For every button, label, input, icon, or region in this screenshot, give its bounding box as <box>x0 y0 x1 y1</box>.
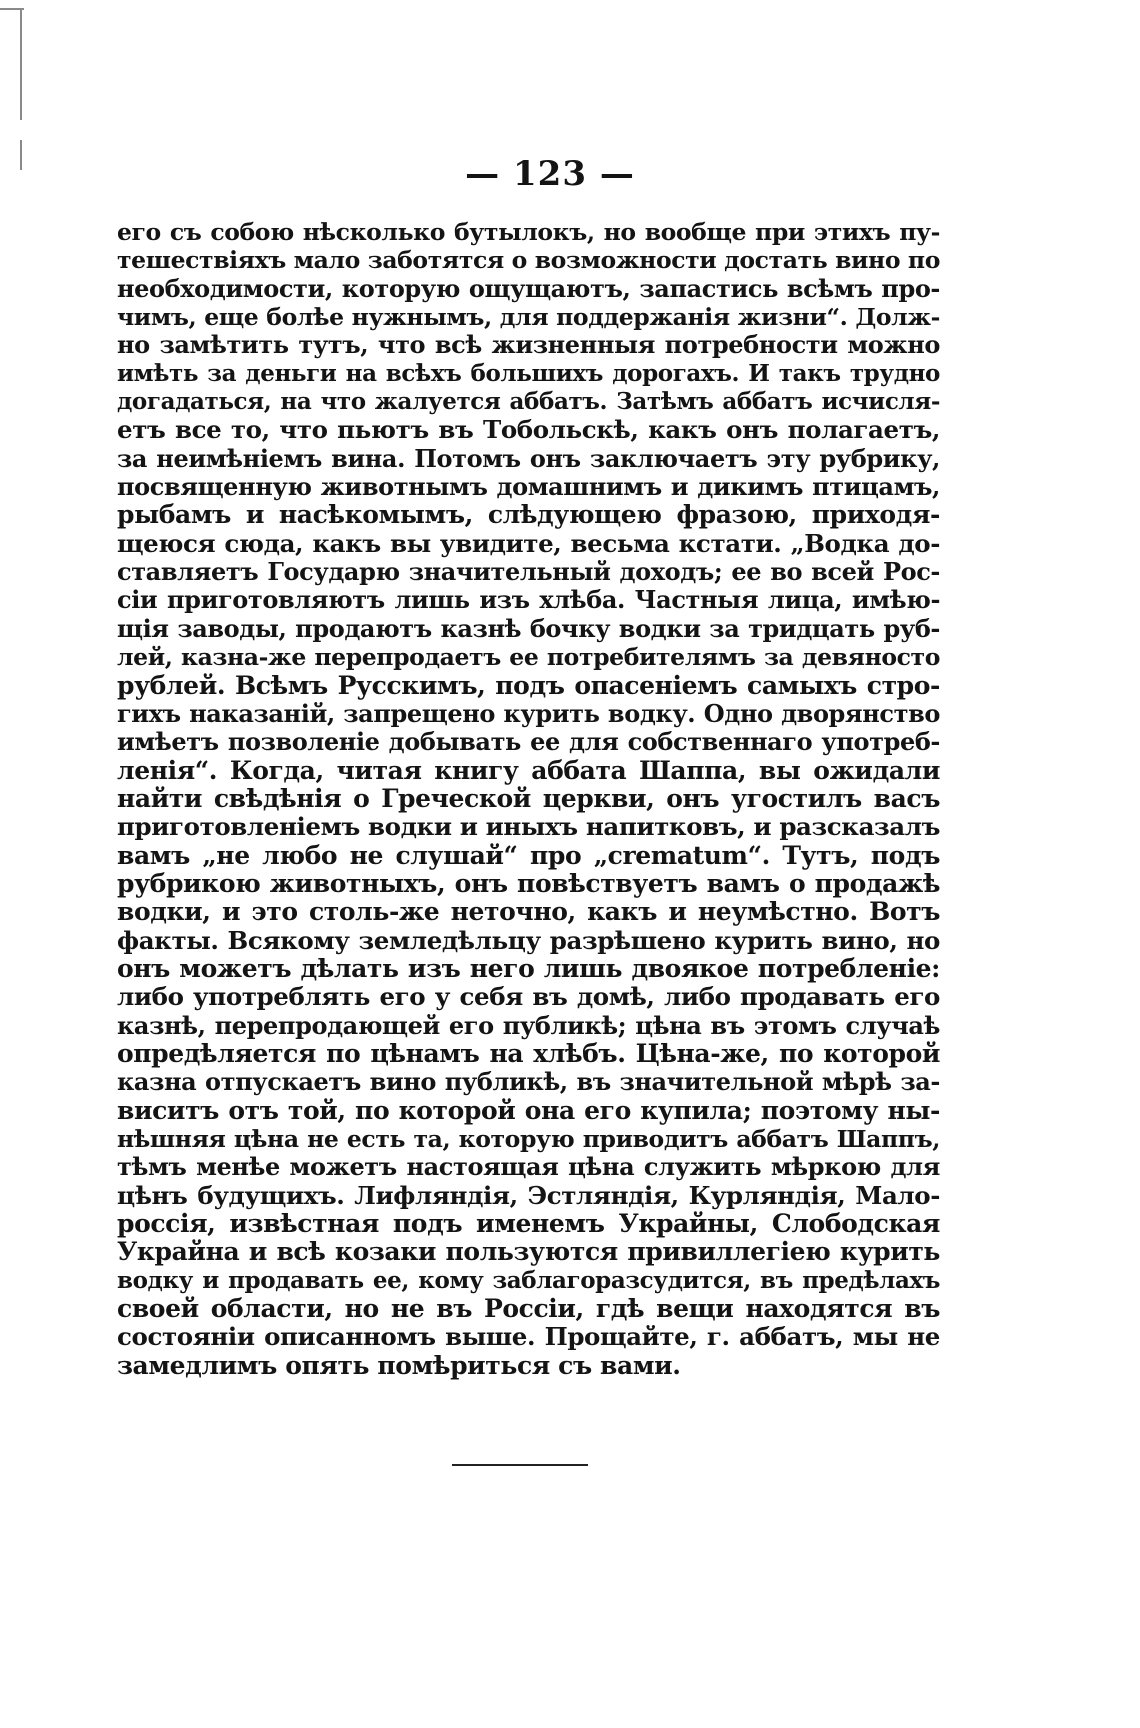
text-line: ленія“. Когда, читая книгу аббата Шаппа, вы ожидали <box>117 755 940 785</box>
text-line: приготовленіемъ водки и иныхъ напитковъ, и разсказалъ <box>117 812 941 842</box>
text-line: сіи приготовляютъ лишь изъ хлѣба. Частныя лица, имѣю- <box>117 585 940 615</box>
text-line: вамъ „не любо не слушай“ про „crematum“. Тутъ, подъ <box>117 840 940 870</box>
text-line: лей, казна-же перепродаетъ ее потребителямъ за девяносто <box>117 643 940 672</box>
text-line: но замѣтить тутъ, что всѣ жизненныя потребности можно <box>117 330 940 360</box>
text-line: онъ можетъ дѣлать изъ него лишь двоякое потребленіе: <box>117 953 940 983</box>
text-line: цѣнъ будущихъ. Лифляндія, Эстляндія, Курляндія, Мало- <box>117 1180 940 1210</box>
text-line: посвященную животнымъ домашнимъ и дикимъ птицамъ, <box>117 472 940 502</box>
text-line: его съ собою нѣсколько бутылокъ, но вообще при этихъ пу- <box>117 218 940 246</box>
text-line: россія, извѣстная подъ именемъ Украйны, Слободская <box>117 1209 940 1239</box>
text-line: замедлимъ опять помѣриться съ вами. <box>117 1350 681 1380</box>
text-line: опредѣляется по цѣнамъ на хлѣбъ. Цѣна-же, по которой <box>117 1038 940 1068</box>
scan-edge-mark <box>20 8 22 120</box>
text-line: факты. Всякому земледѣльцу разрѣшено курить вино, но <box>117 925 940 955</box>
text-line: необходимости, которую ощущаютъ, запастись всѣмъ про- <box>117 273 940 303</box>
text-line: рыбамъ и насѣкомымъ, слѣдующею фразою, приходя- <box>117 500 940 530</box>
text-line: тѣмъ менѣе можетъ настоящая цѣна служить мѣркою для <box>117 1152 940 1182</box>
text-line: водки, и это столь-же неточно, какъ и неумѣстно. Вотъ <box>117 897 940 927</box>
text-line: рублей. Всѣмъ Русскимъ, подъ опасеніемъ самыхъ стро- <box>117 670 940 700</box>
text-line: ставляетъ Государю значительный доходъ; ее во всей Рос- <box>117 557 940 587</box>
text-line: гихъ наказаній, запрещено курить водку. Одно дворянство <box>117 698 940 728</box>
body-text <box>117 218 940 1380</box>
text-line: казна отпускаетъ вино публикѣ, въ значительной мѣрѣ за- <box>117 1067 940 1097</box>
text-line: найти свѣдѣнія о Греческой церкви, онъ угостилъ васъ <box>117 783 940 813</box>
text-line: казнѣ, перепродающей его публикѣ; цѣна въ этомъ случаѣ <box>117 1010 940 1040</box>
text-line: щеюся сюда, какъ вы увидите, весьма кстати. „Водка до- <box>117 528 940 558</box>
page-number: — 123 — <box>465 154 635 194</box>
text-line: щія заводы, продаютъ казнѣ бочку водки за тридцать руб- <box>117 613 940 643</box>
text-line: состояніи описанномъ выше. Прощайте, г. аббатъ, мы не <box>117 1322 940 1352</box>
text-line: тешествіяхъ мало заботятся о возможности достать вино по <box>117 246 940 275</box>
text-line: етъ все то, что пьютъ въ Тобольскѣ, какъ онъ полагаетъ, <box>117 415 940 445</box>
text-line: виситъ отъ той, по которой она его купила; поэтому ны- <box>117 1095 940 1125</box>
text-line: нѣшняя цѣна не есть та, которую приводитъ аббатъ Шаппъ, <box>117 1125 940 1153</box>
text-line: чимъ, еще болѣе нужнымъ, для поддержанія жизни“. Долж- <box>117 303 940 332</box>
text-line: имѣть за деньги на всѣхъ большихъ дорогахъ. И такъ трудно <box>117 359 940 387</box>
text-line: либо употреблять его у себя въ домѣ, либо продавать его <box>117 982 940 1012</box>
text-line: за неимѣніемъ вина. Потомъ онъ заключаетъ эту рубрику, <box>117 443 940 473</box>
text-line: водку и продавать ее, кому заблагоразсудится, въ предѣлахъ <box>117 1266 940 1294</box>
text-line: догадаться, на что жалуется аббатъ. Затѣмъ аббатъ исчисля- <box>117 388 940 416</box>
text-line: своей области, но не въ Россіи, гдѣ вещи находятся въ <box>117 1294 940 1324</box>
text-line: рубрикою животныхъ, онъ повѣствуетъ вамъ о продажѣ <box>117 868 940 898</box>
text-line: Украйна и всѣ козаки пользуются привиллегіею курить <box>117 1237 940 1267</box>
text-line: имѣетъ позволеніе добывать ее для собственнаго употреб- <box>117 727 940 757</box>
end-rule <box>452 1464 588 1466</box>
